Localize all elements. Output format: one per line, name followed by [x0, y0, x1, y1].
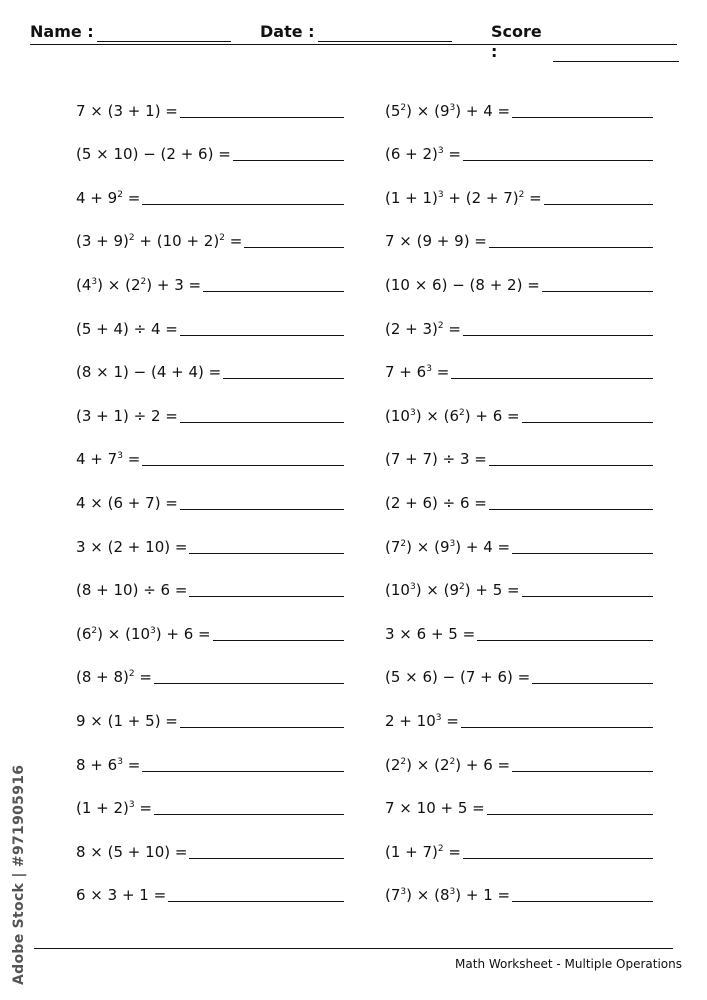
- answer-blank[interactable]: [512, 101, 653, 118]
- exponent: 2: [459, 582, 465, 593]
- exponent: 2: [128, 233, 135, 244]
- problem-expression: [76, 276, 201, 294]
- expression-text: ) × (9: [406, 537, 450, 556]
- problem-expression: [76, 407, 178, 425]
- problem-row: [385, 781, 653, 825]
- expression-text: (2 + 3): [385, 319, 438, 338]
- problem-expression: [76, 363, 221, 381]
- expression-text: (5: [385, 101, 401, 120]
- problem-expression: [385, 668, 530, 686]
- exponent: 2: [449, 756, 456, 767]
- expression-text: ) + 1 =: [455, 886, 511, 905]
- problem-expression: [76, 320, 178, 338]
- answer-blank[interactable]: [142, 449, 344, 466]
- answer-blank[interactable]: [463, 144, 653, 161]
- problem-expression: [76, 189, 140, 207]
- expression-text: 2 + 10: [385, 711, 436, 730]
- expression-text: 7 × (3 + 1) =: [76, 101, 178, 120]
- problem-row: [76, 214, 344, 258]
- answer-blank[interactable]: [489, 231, 653, 248]
- expression-text: 4 + 9: [76, 188, 118, 207]
- expression-text: (8 + 8): [76, 668, 129, 687]
- expression-text: =: [134, 668, 152, 687]
- expression-text: ) + 6 =: [464, 406, 520, 425]
- exponent: 2: [128, 669, 135, 680]
- exponent: 2: [518, 189, 525, 200]
- expression-text: (5 + 4) ÷ 4 =: [76, 319, 178, 338]
- expression-text: 7 × 10 + 5 =: [385, 799, 485, 818]
- exponent: 2: [459, 407, 465, 418]
- answer-blank[interactable]: [542, 275, 653, 292]
- answer-blank[interactable]: [180, 101, 344, 118]
- problem-expression: [385, 494, 487, 512]
- answer-blank[interactable]: [189, 537, 344, 554]
- problem-expression: [385, 450, 487, 468]
- problem-expression: [76, 581, 187, 599]
- expression-text: (7: [385, 537, 401, 556]
- exponent: 3: [435, 712, 442, 723]
- problem-row: [385, 257, 653, 301]
- problem-row: [76, 737, 344, 781]
- score-blank[interactable]: [553, 47, 679, 62]
- problem-expression: [76, 886, 166, 904]
- answer-blank[interactable]: [168, 885, 344, 902]
- answer-blank[interactable]: [532, 667, 653, 684]
- expression-text: 7 × (9 + 9) =: [385, 232, 487, 251]
- exponent: 3: [128, 800, 135, 811]
- problem-row: [76, 388, 344, 432]
- score-field[interactable]: [491, 22, 679, 62]
- expression-text: (10: [385, 406, 410, 425]
- expression-text: (4: [76, 275, 92, 294]
- problem-row: [385, 83, 653, 127]
- expression-text: + (10 + 2): [134, 232, 220, 251]
- problem-row: [76, 781, 344, 825]
- expression-text: ) + 4 =: [455, 101, 511, 120]
- expression-text: (8 × 1) − (4 + 4) =: [76, 363, 222, 382]
- expression-text: 3 × (2 + 10) =: [76, 537, 188, 556]
- expression-text: =: [122, 188, 141, 207]
- problem-row: [385, 432, 653, 476]
- answer-blank[interactable]: [203, 275, 344, 292]
- expression-text: 8 × (5 + 10) =: [76, 842, 188, 861]
- problem-row: [76, 83, 344, 127]
- answer-blank[interactable]: [142, 755, 344, 772]
- expression-text: ) + 6 =: [155, 624, 211, 643]
- problem-row: [385, 388, 653, 432]
- expression-text: ) + 5 =: [464, 581, 520, 600]
- answer-blank[interactable]: [180, 319, 344, 336]
- expression-text: =: [524, 188, 542, 207]
- date-label: Date :: [260, 22, 315, 41]
- problem-row: [76, 345, 344, 389]
- problem-row: [385, 563, 653, 607]
- answer-blank[interactable]: [512, 885, 653, 902]
- problem-row: [385, 737, 653, 781]
- problem-expression: [385, 843, 461, 861]
- problem-expression: [385, 581, 520, 599]
- date-blank[interactable]: [318, 27, 452, 42]
- problem-row: [76, 475, 344, 519]
- problem-expression: [385, 625, 475, 643]
- problem-row: [76, 127, 344, 171]
- exponent: 2: [91, 625, 98, 636]
- expression-text: =: [122, 450, 141, 469]
- expression-text: ) × (8: [406, 886, 450, 905]
- answer-blank[interactable]: [142, 188, 344, 205]
- problem-expression: [385, 363, 449, 381]
- expression-text: 9 × (1 + 5) =: [76, 711, 178, 730]
- answer-blank[interactable]: [189, 842, 344, 859]
- problem-expression: [385, 189, 542, 207]
- expression-text: =: [134, 799, 152, 818]
- left-problem-column: [76, 83, 344, 911]
- footer-divider: [34, 948, 673, 949]
- problem-row: [76, 650, 344, 694]
- problem-row: [385, 606, 653, 650]
- watermark-text: Adobe Stock | #971905916: [11, 764, 27, 985]
- problem-expression: [76, 625, 211, 643]
- stock-watermark: [4, 760, 34, 990]
- expression-text: ) × (9: [406, 101, 450, 120]
- expression-text: 3 × 6 + 5 =: [385, 624, 476, 643]
- expression-text: ) × (9: [415, 581, 460, 600]
- expression-text: 7 + 6: [385, 363, 427, 382]
- problem-row: [76, 824, 344, 868]
- expression-text: (5 × 10) − (2 + 6) =: [76, 145, 231, 164]
- exponent: 3: [150, 625, 156, 636]
- problem-expression: [76, 232, 242, 250]
- answer-blank[interactable]: [189, 580, 344, 597]
- exponent: 3: [117, 451, 123, 462]
- problem-expression: [385, 232, 487, 250]
- expression-text: (5 × 6) − (7 + 6) =: [385, 668, 531, 687]
- answer-blank[interactable]: [489, 493, 653, 510]
- problem-expression: [76, 668, 152, 686]
- problem-expression: [76, 145, 231, 163]
- exponent: 2: [219, 233, 225, 244]
- exponent: 3: [449, 887, 456, 898]
- exponent: 3: [449, 538, 456, 549]
- answer-blank[interactable]: [544, 188, 653, 205]
- expression-text: =: [122, 755, 141, 774]
- answer-blank[interactable]: [213, 624, 344, 641]
- expression-text: =: [431, 363, 450, 382]
- expression-text: (1 + 1): [385, 188, 438, 207]
- expression-text: =: [443, 842, 461, 861]
- expression-text: (7: [385, 886, 401, 905]
- expression-text: ) × (10: [97, 624, 151, 643]
- exponent: 3: [400, 887, 407, 898]
- expression-text: (2 + 6) ÷ 6 =: [385, 493, 487, 512]
- problem-expression: [385, 102, 510, 120]
- expression-text: 8 + 6: [76, 755, 118, 774]
- problem-row: [385, 824, 653, 868]
- expression-text: (1 + 7): [385, 842, 438, 861]
- problem-row: [385, 301, 653, 345]
- answer-blank[interactable]: [233, 144, 344, 161]
- expression-text: + (2 + 7): [443, 188, 519, 207]
- expression-text: (10 × 6) − (8 + 2) =: [385, 275, 540, 294]
- exponent: 3: [449, 102, 456, 113]
- problem-row: [385, 868, 653, 912]
- expression-text: (1 + 2): [76, 799, 129, 818]
- problem-expression: [385, 538, 510, 556]
- problem-row: [76, 519, 344, 563]
- answer-blank[interactable]: [522, 580, 653, 597]
- problem-row: [385, 650, 653, 694]
- exponent: 2: [400, 102, 407, 113]
- expression-text: ) × (2: [97, 275, 141, 294]
- expression-text: =: [443, 145, 461, 164]
- expression-text: =: [443, 319, 461, 338]
- exponent: 2: [437, 843, 444, 854]
- expression-text: ) + 3 =: [146, 275, 202, 294]
- problem-row: [76, 257, 344, 301]
- problem-expression: [76, 102, 178, 120]
- exponent: 2: [400, 538, 407, 549]
- answer-blank[interactable]: [451, 362, 653, 379]
- problem-expression: [76, 450, 140, 468]
- worksheet-title: Math Worksheet - Multiple Operations: [455, 957, 682, 971]
- problem-row: [385, 693, 653, 737]
- problem-row: [76, 606, 344, 650]
- answer-blank[interactable]: [463, 319, 653, 336]
- answer-blank[interactable]: [223, 362, 344, 379]
- answer-blank[interactable]: [477, 624, 653, 641]
- expression-text: =: [441, 711, 459, 730]
- expression-text: (2: [385, 755, 401, 774]
- expression-text: (7 + 7) ÷ 3 =: [385, 450, 487, 469]
- problem-expression: [385, 756, 510, 774]
- problem-expression: [385, 886, 510, 904]
- answer-blank[interactable]: [180, 493, 344, 510]
- problem-row: [385, 475, 653, 519]
- problem-row: [385, 127, 653, 171]
- expression-text: (8 + 10) ÷ 6 =: [76, 581, 188, 600]
- exponent: 3: [409, 582, 416, 593]
- problem-row: [385, 214, 653, 258]
- problem-expression: [385, 320, 461, 338]
- expression-text: ) × (6: [415, 406, 460, 425]
- problem-expression: [76, 494, 178, 512]
- expression-text: 4 + 7: [76, 450, 118, 469]
- answer-blank[interactable]: [522, 406, 653, 423]
- answer-blank[interactable]: [180, 711, 344, 728]
- problem-row: [385, 170, 653, 214]
- expression-text: (6 + 2): [385, 145, 438, 164]
- right-problem-column: [385, 83, 653, 911]
- expression-text: 4 × (6 + 7) =: [76, 493, 178, 512]
- expression-text: (3 + 1) ÷ 2 =: [76, 406, 178, 425]
- problem-expression: [76, 538, 187, 556]
- expression-text: (3 + 9): [76, 232, 129, 251]
- header-bar: [30, 22, 677, 61]
- expression-text: =: [224, 232, 243, 251]
- exponent: 2: [117, 189, 123, 200]
- exponent: 3: [426, 364, 432, 375]
- problem-row: [76, 693, 344, 737]
- expression-text: (6: [76, 624, 92, 643]
- expression-text: (10: [385, 581, 410, 600]
- answer-blank[interactable]: [244, 231, 344, 248]
- problem-expression: [76, 756, 140, 774]
- answer-blank[interactable]: [154, 667, 344, 684]
- exponent: 3: [91, 276, 98, 287]
- answer-blank[interactable]: [489, 449, 653, 466]
- problem-row: [385, 519, 653, 563]
- problem-row: [76, 301, 344, 345]
- problem-expression: [385, 276, 540, 294]
- name-label: Name :: [30, 22, 94, 41]
- answer-blank[interactable]: [463, 842, 653, 859]
- date-field[interactable]: [260, 22, 452, 42]
- answer-blank[interactable]: [512, 755, 653, 772]
- problem-row: [76, 170, 344, 214]
- expression-text: ) + 4 =: [455, 537, 511, 556]
- exponent: 3: [437, 189, 444, 200]
- expression-text: ) + 6 =: [455, 755, 511, 774]
- problem-row: [76, 868, 344, 912]
- answer-blank[interactable]: [487, 798, 653, 815]
- problem-expression: [385, 799, 485, 817]
- expression-text: ) × (2: [406, 755, 450, 774]
- answer-blank[interactable]: [512, 537, 653, 554]
- exponent: 2: [140, 276, 147, 287]
- exponent: 2: [400, 756, 407, 767]
- problem-expression: [385, 145, 461, 163]
- answer-blank[interactable]: [461, 711, 653, 728]
- problem-row: [385, 345, 653, 389]
- exponent: 3: [117, 756, 123, 767]
- exponent: 2: [437, 320, 444, 331]
- problem-expression: [385, 712, 459, 730]
- problem-expression: [76, 843, 187, 861]
- name-field[interactable]: [30, 22, 231, 42]
- problem-expression: [76, 799, 152, 817]
- answer-blank[interactable]: [180, 406, 344, 423]
- exponent: 3: [409, 407, 416, 418]
- exponent: 3: [437, 146, 444, 157]
- answer-blank[interactable]: [154, 798, 344, 815]
- problem-expression: [385, 407, 520, 425]
- problem-expression: [76, 712, 178, 730]
- problem-row: [76, 432, 344, 476]
- expression-text: 6 × 3 + 1 =: [76, 886, 167, 905]
- problem-row: [76, 563, 344, 607]
- score-label: Score :: [491, 22, 542, 61]
- name-blank[interactable]: [97, 27, 231, 42]
